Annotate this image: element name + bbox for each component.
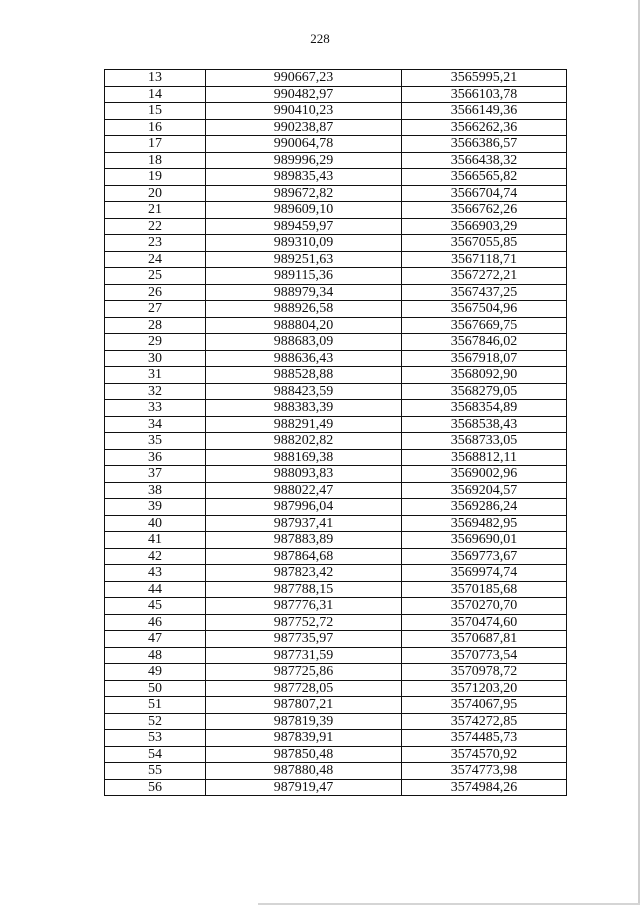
x-coordinate-cell: 989310,09 [206, 235, 402, 252]
table-row [105, 746, 567, 763]
y-coordinate-cell: 3566704,74 [402, 185, 567, 202]
table-row [105, 449, 567, 466]
table-row [105, 647, 567, 664]
point-number-cell: 23 [105, 235, 206, 252]
x-coordinate-cell: 988169,38 [206, 449, 402, 466]
point-number-cell: 32 [105, 383, 206, 400]
table-row [105, 565, 567, 582]
x-coordinate-cell: 988423,59 [206, 383, 402, 400]
point-number-cell: 31 [105, 367, 206, 384]
x-coordinate-cell: 987819,39 [206, 713, 402, 730]
point-number-cell: 48 [105, 647, 206, 664]
table-row [105, 136, 567, 153]
y-coordinate-cell: 3567118,71 [402, 251, 567, 268]
x-coordinate-cell: 987731,59 [206, 647, 402, 664]
x-coordinate-cell: 987883,89 [206, 532, 402, 549]
table-row [105, 103, 567, 120]
table-row [105, 334, 567, 351]
table-row [105, 284, 567, 301]
coordinates-table [104, 69, 567, 796]
x-coordinate-cell: 990482,97 [206, 86, 402, 103]
x-coordinate-cell: 988683,09 [206, 334, 402, 351]
table-row [105, 433, 567, 450]
table-row [105, 532, 567, 549]
point-number-cell: 50 [105, 680, 206, 697]
point-number-cell: 46 [105, 614, 206, 631]
y-coordinate-cell: 3570773,54 [402, 647, 567, 664]
x-coordinate-cell: 988022,47 [206, 482, 402, 499]
y-coordinate-cell: 3566103,78 [402, 86, 567, 103]
y-coordinate-cell: 3570474,60 [402, 614, 567, 631]
table-row [105, 400, 567, 417]
x-coordinate-cell: 988528,88 [206, 367, 402, 384]
point-number-cell: 36 [105, 449, 206, 466]
y-coordinate-cell: 3574984,26 [402, 779, 567, 796]
x-coordinate-cell: 987864,68 [206, 548, 402, 565]
point-number-cell: 43 [105, 565, 206, 582]
point-number-cell: 55 [105, 763, 206, 780]
point-number-cell: 19 [105, 169, 206, 186]
point-number-cell: 45 [105, 598, 206, 615]
y-coordinate-cell: 3569002,96 [402, 466, 567, 483]
point-number-cell: 52 [105, 713, 206, 730]
table-row [105, 119, 567, 136]
table-row [105, 482, 567, 499]
y-coordinate-cell: 3569974,74 [402, 565, 567, 582]
y-coordinate-cell: 3566262,36 [402, 119, 567, 136]
table-row [105, 367, 567, 384]
point-number-cell: 37 [105, 466, 206, 483]
y-coordinate-cell: 3568279,05 [402, 383, 567, 400]
y-coordinate-cell: 3569482,95 [402, 515, 567, 532]
y-coordinate-cell: 3571203,20 [402, 680, 567, 697]
x-coordinate-cell: 990064,78 [206, 136, 402, 153]
table-row [105, 86, 567, 103]
point-number-cell: 54 [105, 746, 206, 763]
y-coordinate-cell: 3567055,85 [402, 235, 567, 252]
table-row [105, 202, 567, 219]
x-coordinate-cell: 988093,83 [206, 466, 402, 483]
x-coordinate-cell: 989672,82 [206, 185, 402, 202]
table-row [105, 548, 567, 565]
table-row [105, 152, 567, 169]
y-coordinate-cell: 3568733,05 [402, 433, 567, 450]
y-coordinate-cell: 3567846,02 [402, 334, 567, 351]
x-coordinate-cell: 988383,39 [206, 400, 402, 417]
y-coordinate-cell: 3567918,07 [402, 350, 567, 367]
point-number-cell: 42 [105, 548, 206, 565]
x-coordinate-cell: 989115,36 [206, 268, 402, 285]
table-row [105, 251, 567, 268]
table-row [105, 779, 567, 796]
y-coordinate-cell: 3566149,36 [402, 103, 567, 120]
point-number-cell: 30 [105, 350, 206, 367]
x-coordinate-cell: 987752,72 [206, 614, 402, 631]
y-coordinate-cell: 3566565,82 [402, 169, 567, 186]
point-number-cell: 28 [105, 317, 206, 334]
point-number-cell: 16 [105, 119, 206, 136]
x-coordinate-cell: 989251,63 [206, 251, 402, 268]
x-coordinate-cell: 989609,10 [206, 202, 402, 219]
x-coordinate-cell: 987776,31 [206, 598, 402, 615]
y-coordinate-cell: 3567272,21 [402, 268, 567, 285]
point-number-cell: 51 [105, 697, 206, 714]
x-coordinate-cell: 987807,21 [206, 697, 402, 714]
table-row [105, 664, 567, 681]
table-row [105, 317, 567, 334]
x-coordinate-cell: 987880,48 [206, 763, 402, 780]
x-coordinate-cell: 990238,87 [206, 119, 402, 136]
table-row [105, 713, 567, 730]
y-coordinate-cell: 3568092,90 [402, 367, 567, 384]
point-number-cell: 33 [105, 400, 206, 417]
table-row [105, 218, 567, 235]
point-number-cell: 22 [105, 218, 206, 235]
y-coordinate-cell: 3567504,96 [402, 301, 567, 318]
point-number-cell: 47 [105, 631, 206, 648]
y-coordinate-cell: 3566438,32 [402, 152, 567, 169]
point-number-cell: 17 [105, 136, 206, 153]
table-row [105, 383, 567, 400]
x-coordinate-cell: 987823,42 [206, 565, 402, 582]
x-coordinate-cell: 988636,43 [206, 350, 402, 367]
x-coordinate-cell: 989459,97 [206, 218, 402, 235]
table-row [105, 581, 567, 598]
table-row [105, 169, 567, 186]
y-coordinate-cell: 3570270,70 [402, 598, 567, 615]
point-number-cell: 38 [105, 482, 206, 499]
point-number-cell: 27 [105, 301, 206, 318]
x-coordinate-cell: 988291,49 [206, 416, 402, 433]
point-number-cell: 15 [105, 103, 206, 120]
x-coordinate-cell: 990667,23 [206, 70, 402, 87]
point-number-cell: 24 [105, 251, 206, 268]
point-number-cell: 56 [105, 779, 206, 796]
y-coordinate-cell: 3574773,98 [402, 763, 567, 780]
x-coordinate-cell: 987937,41 [206, 515, 402, 532]
point-number-cell: 35 [105, 433, 206, 450]
table-row [105, 350, 567, 367]
x-coordinate-cell: 987728,05 [206, 680, 402, 697]
table-row [105, 301, 567, 318]
x-coordinate-cell: 987735,97 [206, 631, 402, 648]
x-coordinate-cell: 987919,47 [206, 779, 402, 796]
x-coordinate-cell: 989835,43 [206, 169, 402, 186]
point-number-cell: 25 [105, 268, 206, 285]
table-row [105, 763, 567, 780]
point-number-cell: 20 [105, 185, 206, 202]
y-coordinate-cell: 3574570,92 [402, 746, 567, 763]
y-coordinate-cell: 3567669,75 [402, 317, 567, 334]
point-number-cell: 41 [105, 532, 206, 549]
coordinates-table-body [105, 70, 567, 796]
table-row [105, 466, 567, 483]
x-coordinate-cell: 988926,58 [206, 301, 402, 318]
y-coordinate-cell: 3569286,24 [402, 499, 567, 516]
y-coordinate-cell: 3574272,85 [402, 713, 567, 730]
y-coordinate-cell: 3569773,67 [402, 548, 567, 565]
y-coordinate-cell: 3566386,57 [402, 136, 567, 153]
table-row [105, 680, 567, 697]
y-coordinate-cell: 3574485,73 [402, 730, 567, 747]
y-coordinate-cell: 3569204,57 [402, 482, 567, 499]
point-number-cell: 29 [105, 334, 206, 351]
y-coordinate-cell: 3566903,29 [402, 218, 567, 235]
y-coordinate-cell: 3568538,43 [402, 416, 567, 433]
table-row [105, 235, 567, 252]
point-number-cell: 53 [105, 730, 206, 747]
x-coordinate-cell: 987996,04 [206, 499, 402, 516]
y-coordinate-cell: 3565995,21 [402, 70, 567, 87]
point-number-cell: 14 [105, 86, 206, 103]
point-number-cell: 34 [105, 416, 206, 433]
y-coordinate-cell: 3569690,01 [402, 532, 567, 549]
y-coordinate-cell: 3568812,11 [402, 449, 567, 466]
x-coordinate-cell: 987788,15 [206, 581, 402, 598]
point-number-cell: 21 [105, 202, 206, 219]
y-coordinate-cell: 3570978,72 [402, 664, 567, 681]
x-coordinate-cell: 987839,91 [206, 730, 402, 747]
point-number-cell: 26 [105, 284, 206, 301]
y-coordinate-cell: 3567437,25 [402, 284, 567, 301]
y-coordinate-cell: 3568354,89 [402, 400, 567, 417]
table-row [105, 614, 567, 631]
table-row [105, 499, 567, 516]
point-number-cell: 18 [105, 152, 206, 169]
x-coordinate-cell: 988979,34 [206, 284, 402, 301]
y-coordinate-cell: 3570687,81 [402, 631, 567, 648]
point-number-cell: 39 [105, 499, 206, 516]
table-row [105, 598, 567, 615]
table-row [105, 697, 567, 714]
table-row [105, 730, 567, 747]
table-row [105, 185, 567, 202]
page-number: 228 [310, 31, 330, 46]
point-number-cell: 40 [105, 515, 206, 532]
point-number-cell: 13 [105, 70, 206, 87]
y-coordinate-cell: 3566762,26 [402, 202, 567, 219]
x-coordinate-cell: 990410,23 [206, 103, 402, 120]
y-coordinate-cell: 3570185,68 [402, 581, 567, 598]
x-coordinate-cell: 987725,86 [206, 664, 402, 681]
point-number-cell: 49 [105, 664, 206, 681]
table-row [105, 416, 567, 433]
point-number-cell: 44 [105, 581, 206, 598]
table-row [105, 631, 567, 648]
table-row [105, 70, 567, 87]
x-coordinate-cell: 987850,48 [206, 746, 402, 763]
y-coordinate-cell: 3574067,95 [402, 697, 567, 714]
x-coordinate-cell: 988804,20 [206, 317, 402, 334]
x-coordinate-cell: 988202,82 [206, 433, 402, 450]
x-coordinate-cell: 989996,29 [206, 152, 402, 169]
table-row [105, 515, 567, 532]
table-row [105, 268, 567, 285]
